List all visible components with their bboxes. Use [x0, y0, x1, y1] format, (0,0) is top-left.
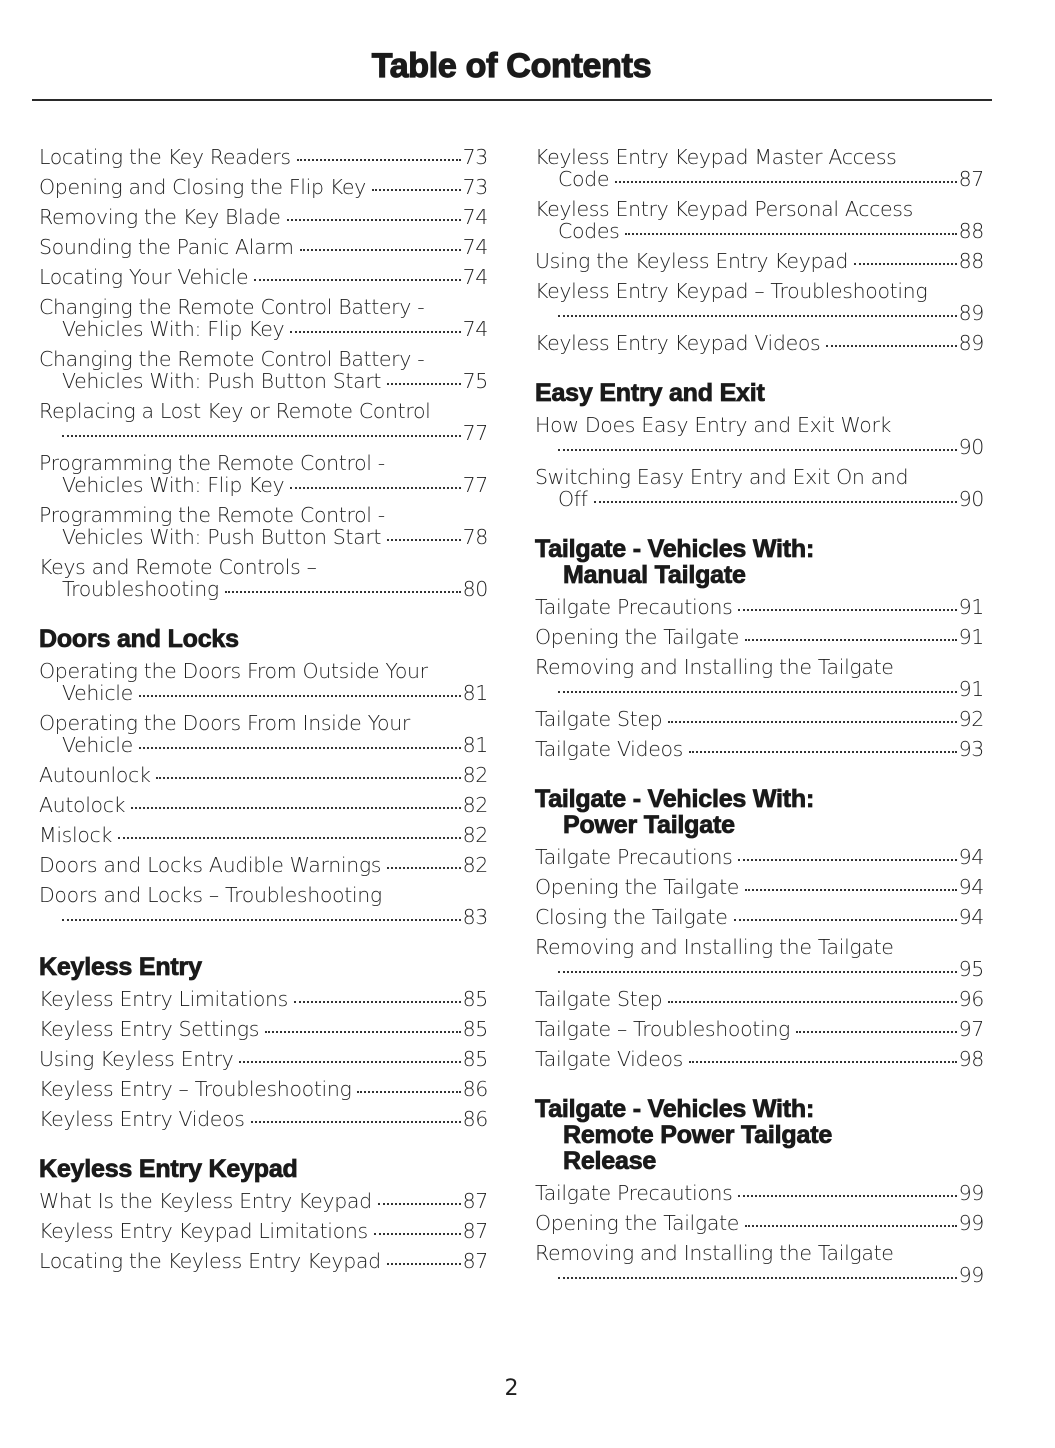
- dot-leader: [558, 971, 957, 973]
- toc-entry-title: Keyless Entry Keypad Limitations: [39, 1219, 368, 1243]
- section-heading-text-continued: Release: [563, 1147, 657, 1175]
- toc-entry-page: 94: [958, 845, 984, 869]
- toc-entry-title: Keyless Entry Keypad – Troubleshooting: [535, 280, 928, 302]
- toc-entry-title: Tailgate – Troubleshooting: [535, 1017, 790, 1041]
- dot-leader: [558, 449, 957, 451]
- toc-entry[interactable]: [39, 854, 488, 876]
- toc-entry[interactable]: [535, 936, 984, 980]
- toc-entry-page: 89: [958, 301, 984, 325]
- toc-entry[interactable]: [535, 1242, 984, 1286]
- toc-entry[interactable]: [535, 876, 984, 898]
- toc-entry-title: Tailgate Precautions: [535, 595, 733, 619]
- dot-leader: [139, 695, 461, 697]
- toc-entry-page: 85: [462, 987, 488, 1011]
- toc-entry-title: Opening the Tailgate: [535, 875, 740, 899]
- dot-leader: [734, 919, 957, 921]
- dot-leader: [290, 331, 460, 333]
- toc-entry-title-continued: Vehicle: [62, 733, 133, 757]
- toc-entry[interactable]: [39, 146, 488, 168]
- toc-entry[interactable]: [39, 1250, 488, 1272]
- dot-leader: [854, 263, 957, 265]
- toc-entry[interactable]: [535, 1048, 984, 1070]
- toc-entry-page: 96: [958, 987, 984, 1011]
- toc-entry[interactable]: [535, 146, 984, 190]
- toc-entry[interactable]: [39, 504, 488, 548]
- toc-entry[interactable]: [39, 712, 488, 756]
- toc-entry-page: 99: [958, 1263, 984, 1287]
- toc-entry[interactable]: [39, 660, 488, 704]
- toc-entry-title: Tailgate Videos: [535, 1047, 683, 1071]
- toc-entry-title: Programming the Remote Control -: [39, 504, 385, 526]
- toc-entry[interactable]: [535, 414, 984, 458]
- toc-entry-title: Tailgate Precautions: [535, 1181, 733, 1205]
- section-heading-text: Tailgate - Vehicles With:: [535, 535, 815, 563]
- toc-entry-page: 87: [958, 167, 984, 191]
- dot-leader: [668, 721, 956, 723]
- toc-entry[interactable]: [39, 824, 488, 846]
- dot-leader: [745, 1225, 957, 1227]
- toc-entry-page: 94: [958, 905, 984, 929]
- dot-leader: [294, 1001, 461, 1003]
- toc-entry[interactable]: [39, 556, 488, 600]
- page-title: Table of Contents: [371, 47, 652, 85]
- section-heading-text: Tailgate - Vehicles With:: [535, 785, 815, 813]
- dot-leader: [558, 315, 957, 317]
- toc-entry[interactable]: [39, 1018, 488, 1040]
- toc-entry-page: 91: [958, 595, 984, 619]
- toc-entry-title-continued: Codes: [558, 219, 620, 243]
- dot-leader: [300, 249, 461, 251]
- toc-entry-page: 90: [958, 487, 984, 511]
- toc-entry-title: Closing the Tailgate: [535, 905, 728, 929]
- toc-entry-page: 77: [462, 473, 488, 497]
- section-heading-text-continued: Manual Tailgate: [563, 561, 746, 589]
- toc-entry-page: 86: [462, 1107, 488, 1131]
- toc-entry-page: 95: [958, 957, 984, 981]
- toc-entry[interactable]: [39, 266, 488, 288]
- dot-leader: [387, 867, 460, 869]
- dot-leader: [156, 777, 460, 779]
- toc-entry-page: 74: [462, 317, 488, 341]
- toc-entry-page: 74: [462, 205, 488, 229]
- dot-leader: [668, 1001, 956, 1003]
- toc-entry-page: 93: [958, 737, 984, 761]
- section-heading-tailgate-remote-power-release[interactable]: [535, 1096, 984, 1174]
- toc-entry-title: Tailgate Step: [535, 987, 663, 1011]
- toc-entry-title: Keyless Entry Keypad Videos: [535, 331, 821, 355]
- toc-entry-page: 74: [462, 265, 488, 289]
- toc-entry-title-continued: Troubleshooting: [62, 577, 219, 601]
- toc-entry-title: Keyless Entry Settings: [39, 1017, 260, 1041]
- toc-entry[interactable]: [39, 400, 488, 444]
- section-heading-text: Tailgate - Vehicles With:: [535, 1095, 815, 1123]
- toc-entry-title: Using the Keyless Entry Keypad: [535, 249, 849, 273]
- dot-leader: [378, 1203, 461, 1205]
- toc-entry-title-continued: Vehicles With: Push Button Start: [62, 525, 382, 549]
- toc-entry-page: 82: [462, 853, 488, 877]
- toc-entry[interactable]: [535, 1212, 984, 1234]
- toc-entry[interactable]: [39, 206, 488, 228]
- dot-leader: [239, 1061, 460, 1063]
- toc-entry-title-continued: Vehicles With: Flip Key: [62, 473, 285, 497]
- toc-entry[interactable]: [39, 1048, 488, 1070]
- toc-entry-page: 94: [958, 875, 984, 899]
- toc-entry-page: 80: [462, 577, 488, 601]
- toc-entry-title: Locating the Keyless Entry Keypad: [39, 1249, 381, 1273]
- toc-entry-page: 87: [462, 1189, 488, 1213]
- toc-entry[interactable]: [535, 708, 984, 730]
- toc-entry-page: 77: [462, 421, 488, 445]
- toc-entry-title-continued: Code: [558, 167, 610, 191]
- toc-entry-title: Tailgate Step: [535, 707, 663, 731]
- toc-entry-title-continued: Vehicle: [62, 681, 133, 705]
- dot-leader: [796, 1031, 957, 1033]
- section-heading-doors-and-locks[interactable]: [39, 626, 488, 652]
- toc-entry[interactable]: [535, 738, 984, 760]
- toc-entry-page: 83: [462, 905, 488, 929]
- toc-entry[interactable]: [39, 884, 488, 928]
- toc-entry[interactable]: [39, 764, 488, 786]
- toc-entry-page: 87: [462, 1249, 488, 1273]
- toc-entry-title: Removing the Key Blade: [39, 205, 281, 229]
- dot-leader: [62, 435, 461, 437]
- dot-leader: [826, 345, 956, 347]
- toc-entry[interactable]: [535, 846, 984, 868]
- toc-entry-page: 82: [462, 763, 488, 787]
- toc-entry-title: Opening and Closing the Flip Key: [39, 175, 366, 199]
- section-heading-text: Keyless Entry: [39, 953, 202, 981]
- toc-entry-title: Doors and Locks – Troubleshooting: [39, 884, 382, 906]
- toc-entry-page: 92: [958, 707, 984, 731]
- dot-leader: [387, 539, 461, 541]
- toc-entry[interactable]: [535, 280, 984, 324]
- toc-entry-page: 86: [462, 1077, 488, 1101]
- toc-entry-page: 78: [462, 525, 488, 549]
- dot-leader: [689, 751, 957, 753]
- dot-leader: [118, 837, 461, 839]
- dot-leader: [387, 383, 461, 385]
- dot-leader: [290, 487, 460, 489]
- toc-entry[interactable]: [535, 626, 984, 648]
- toc-entry-page: 73: [462, 145, 488, 169]
- toc-entry[interactable]: [535, 1182, 984, 1204]
- toc-entry-page: 81: [462, 681, 488, 705]
- toc-entry-title-continued: Vehicles With: Push Button Start: [62, 369, 382, 393]
- toc-entry[interactable]: [535, 596, 984, 618]
- toc-entry-page: 81: [462, 733, 488, 757]
- toc-entry-title: Switching Easy Entry and Exit On and: [535, 466, 909, 488]
- toc-entry-page: 99: [958, 1211, 984, 1235]
- dot-leader: [689, 1061, 957, 1063]
- toc-entry[interactable]: [535, 466, 984, 510]
- section-heading-tailgate-manual[interactable]: [535, 536, 984, 588]
- toc-entry-title-continued: Vehicles With: Flip Key: [62, 317, 285, 341]
- section-heading-text: Easy Entry and Exit: [535, 379, 765, 407]
- toc-entry[interactable]: [535, 906, 984, 928]
- dot-leader: [738, 609, 956, 611]
- section-heading-text-continued: Power Tailgate: [563, 811, 735, 839]
- toc-entry-page: 82: [462, 793, 488, 817]
- dot-leader: [738, 1195, 956, 1197]
- title-divider: [32, 99, 992, 101]
- toc-entry-title: Using Keyless Entry: [39, 1047, 234, 1071]
- toc-entry-title: Mislock: [39, 823, 112, 847]
- toc-entry[interactable]: [39, 348, 488, 392]
- toc-entry[interactable]: [39, 1220, 488, 1242]
- toc-entry[interactable]: [39, 452, 488, 496]
- dot-leader: [738, 859, 956, 861]
- toc-entry-title: Keyless Entry Videos: [39, 1107, 245, 1131]
- toc-entry-page: 98: [958, 1047, 984, 1071]
- toc-entry-title: Operating the Doors From Inside Your: [39, 712, 410, 734]
- dot-leader: [745, 639, 957, 641]
- toc-entry-title: Locating the Key Readers: [39, 145, 291, 169]
- toc-entry-title: Changing the Remote Control Battery -: [39, 348, 425, 370]
- toc-entry-page: 88: [958, 249, 984, 273]
- toc-entry-title: Removing and Installing the Tailgate: [535, 1242, 894, 1264]
- toc-entry-title: Tailgate Precautions: [535, 845, 733, 869]
- dot-leader: [625, 233, 956, 235]
- toc-entry-title: Keyless Entry Keypad Personal Access: [535, 198, 913, 220]
- toc-entry-title: Opening the Tailgate: [535, 625, 740, 649]
- toc-entry-title: Keyless Entry Keypad Master Access: [535, 146, 897, 168]
- toc-entry-title: Changing the Remote Control Battery -: [39, 296, 425, 318]
- toc-entry-page: 82: [462, 823, 488, 847]
- dot-leader: [615, 181, 957, 183]
- dot-leader: [297, 159, 461, 161]
- toc-entry[interactable]: [39, 1108, 488, 1130]
- toc-entry-title: Removing and Installing the Tailgate: [535, 936, 894, 958]
- toc-entry-page: 88: [958, 219, 984, 243]
- dot-leader: [287, 219, 461, 221]
- toc-entry-title: Removing and Installing the Tailgate: [535, 656, 894, 678]
- dot-leader: [357, 1091, 460, 1093]
- toc-entry-title: Programming the Remote Control -: [39, 452, 385, 474]
- toc-entry-title: Sounding the Panic Alarm: [39, 235, 294, 259]
- dot-leader: [251, 1121, 461, 1123]
- toc-entry-title: Autolock: [39, 793, 126, 817]
- toc-entry-title: What Is the Keyless Entry Keypad: [39, 1189, 372, 1213]
- toc-entry-page: 87: [462, 1219, 488, 1243]
- dot-leader: [372, 189, 461, 191]
- dot-leader: [745, 889, 957, 891]
- toc-entry-title-continued: Off: [558, 487, 588, 511]
- toc-entry[interactable]: [535, 988, 984, 1010]
- toc-entry-page: 99: [958, 1181, 984, 1205]
- toc-left-column: [39, 146, 488, 1280]
- toc-entry[interactable]: [39, 236, 488, 258]
- toc-entry-page: 85: [462, 1047, 488, 1071]
- dot-leader: [558, 691, 957, 693]
- toc-entry-page: 89: [958, 331, 984, 355]
- dot-leader: [558, 1277, 957, 1279]
- toc-entry-page: 97: [958, 1017, 984, 1041]
- toc-entry-title: Keys and Remote Controls –: [39, 556, 317, 578]
- section-heading-text-continued: Remote Power Tailgate: [563, 1121, 833, 1149]
- dot-leader: [131, 807, 460, 809]
- dot-leader: [139, 747, 461, 749]
- toc-entry-page: 90: [958, 435, 984, 459]
- toc-entry[interactable]: [535, 332, 984, 354]
- toc-entry-page: 85: [462, 1017, 488, 1041]
- toc-entry[interactable]: [39, 1078, 488, 1100]
- section-heading-keyless-entry-keypad[interactable]: [39, 1156, 488, 1182]
- toc-entry-title: Keyless Entry Limitations: [39, 987, 288, 1011]
- toc-entry-title: Replacing a Lost Key or Remote Control: [39, 400, 431, 422]
- toc-entry[interactable]: [39, 296, 488, 340]
- toc-entry[interactable]: [39, 988, 488, 1010]
- dot-leader: [254, 279, 460, 281]
- dot-leader: [374, 1233, 461, 1235]
- toc-entry-page: 75: [462, 369, 488, 393]
- toc-entry-page: 91: [958, 677, 984, 701]
- toc-entry-title: Keyless Entry – Troubleshooting: [39, 1077, 352, 1101]
- toc-entry-title: Tailgate Videos: [535, 737, 683, 761]
- toc-entry[interactable]: [39, 1190, 488, 1212]
- toc-entry-title: Opening the Tailgate: [535, 1211, 740, 1235]
- dot-leader: [387, 1263, 461, 1265]
- toc-entry-title: How Does Easy Entry and Exit Work: [535, 414, 892, 436]
- toc-entry-title: Locating Your Vehicle: [39, 265, 249, 289]
- dot-leader: [594, 501, 957, 503]
- section-heading-tailgate-power[interactable]: [535, 786, 984, 838]
- section-heading-text: Doors and Locks: [39, 625, 239, 653]
- dot-leader: [225, 591, 461, 593]
- page-number: 2: [504, 1376, 519, 1401]
- toc-entry-page: 91: [958, 625, 984, 649]
- dot-leader: [265, 1031, 461, 1033]
- toc-entry[interactable]: [535, 656, 984, 700]
- toc-entry-title: Operating the Doors From Outside Your: [39, 660, 428, 682]
- toc-entry-page: 73: [462, 175, 488, 199]
- toc-entry[interactable]: [39, 794, 488, 816]
- section-heading-keyless-entry[interactable]: [39, 954, 488, 980]
- dot-leader: [62, 919, 461, 921]
- section-heading-easy-entry-and-exit[interactable]: [535, 380, 984, 406]
- toc-entry-title: Doors and Locks Audible Warnings: [39, 853, 382, 877]
- toc-entry[interactable]: [535, 250, 984, 272]
- toc-right-column: [535, 146, 984, 1294]
- toc-entry[interactable]: [535, 198, 984, 242]
- toc-entry[interactable]: [535, 1018, 984, 1040]
- section-heading-text: Keyless Entry Keypad: [39, 1155, 298, 1183]
- toc-entry[interactable]: [39, 176, 488, 198]
- toc-entry-page: 74: [462, 235, 488, 259]
- toc-entry-title: Autounlock: [39, 763, 151, 787]
